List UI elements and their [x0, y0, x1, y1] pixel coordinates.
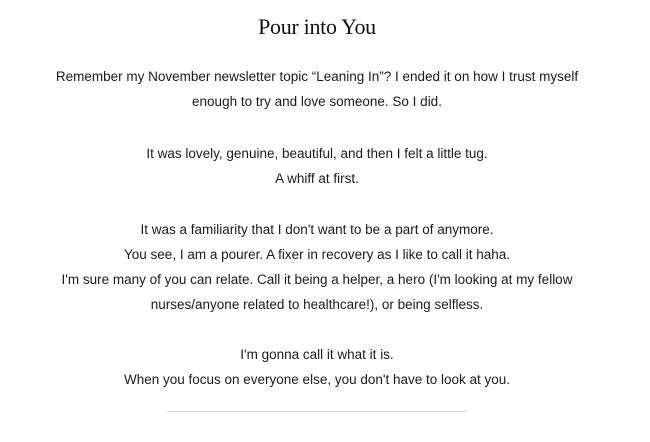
- text-line: A whiff at first.: [275, 171, 359, 186]
- paragraph-look-at-you: [0, 342, 634, 392]
- text-line: I'm sure many of you can relate. Call it being a helper, a hero (I'm looking at my fellow: [61, 272, 573, 287]
- text-line: It was lovely, genuine, beautiful, and then I felt a little tug.: [146, 146, 488, 161]
- text-line: When you focus on everyone else, you don't have to look at you.: [123, 372, 511, 387]
- paragraph-pourer: [0, 217, 634, 317]
- section-divider: [167, 411, 467, 412]
- text-line: Remember my November newsletter topic “Leaning In”? I ended it on how I trust myself: [55, 69, 579, 84]
- text-line: I'm gonna call it what it is.: [240, 347, 394, 362]
- text-line: You see, I am a pourer. A fixer in recovery as I like to call it haha.: [124, 247, 510, 262]
- text-line: nurses/anyone related to healthcare!), or being selfless.: [150, 297, 484, 312]
- paragraph-little-tug: [0, 141, 634, 191]
- paragraph-leaning-in: [0, 64, 634, 114]
- text-line: It was a familiarity that I don't want to be a part of anymore.: [140, 222, 494, 237]
- text-line: enough to try and love someone. So I did.: [192, 94, 442, 109]
- newsletter-title: Pour into You: [258, 14, 376, 39]
